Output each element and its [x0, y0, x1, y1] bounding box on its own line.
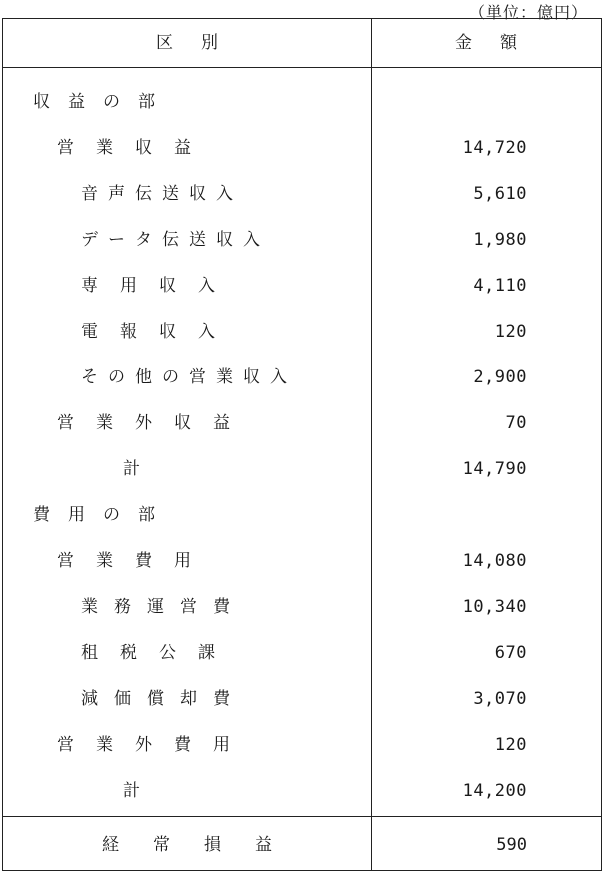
header-divider	[3, 67, 601, 68]
footer-divider	[3, 816, 601, 817]
table-row	[3, 630, 601, 676]
row-label: 電報収入	[81, 321, 237, 342]
row-label: 収益の部	[33, 92, 173, 112]
row-label: データ伝送収入	[81, 229, 270, 250]
row-label: 租税公課	[81, 642, 237, 663]
column-divider	[371, 19, 372, 870]
row-label: 専用収入	[81, 275, 237, 296]
row-value: 3,070	[473, 688, 527, 709]
row-label: 営業外収益	[57, 413, 252, 434]
row-value: 1,980	[473, 229, 527, 250]
row-value: 120	[494, 321, 527, 342]
table-row	[3, 584, 601, 630]
row-value: 14,080	[462, 551, 527, 571]
income-statement-table	[2, 18, 602, 871]
row-value: 2,900	[473, 367, 527, 388]
table-row	[3, 79, 601, 125]
table-row	[3, 538, 601, 584]
footer-value: 590	[496, 835, 527, 855]
row-label: 営業収益	[57, 137, 213, 158]
footer-label: 経常損益	[102, 835, 306, 855]
table-row	[3, 263, 601, 309]
table-row	[3, 768, 601, 814]
footer-row	[3, 818, 601, 872]
table-row	[3, 217, 601, 263]
table-row	[3, 400, 601, 446]
unit-note: （単位：億円）	[468, 3, 588, 22]
header-category: 区別	[156, 33, 246, 53]
row-label: 減価償却費	[81, 688, 246, 709]
header-amount: 金額	[455, 33, 545, 53]
row-label: 費用の部	[33, 505, 173, 526]
table-row	[3, 446, 601, 492]
row-value: 4,110	[473, 275, 527, 296]
table-row	[3, 309, 601, 355]
table-row	[3, 492, 601, 538]
row-value: 120	[494, 734, 527, 755]
row-value: 70	[505, 413, 527, 434]
row-label: 営業費用	[57, 551, 213, 571]
row-label: 計	[123, 780, 146, 801]
row-label: 業務運営費	[81, 596, 246, 617]
row-value: 14,720	[462, 137, 527, 158]
row-value: 14,790	[462, 459, 527, 480]
table-row	[3, 354, 601, 400]
row-label: 計	[123, 459, 146, 480]
table-row	[3, 171, 601, 217]
row-label: その他の営業収入	[81, 367, 297, 388]
row-label: 音声伝送収入	[81, 183, 243, 204]
row-label: 営業外費用	[57, 734, 252, 755]
table-row	[3, 676, 601, 722]
row-value: 14,200	[462, 780, 527, 801]
row-value: 5,610	[473, 183, 527, 204]
table-row	[3, 722, 601, 768]
row-value: 670	[494, 642, 527, 663]
row-value: 10,340	[462, 596, 527, 617]
table-row	[3, 125, 601, 171]
